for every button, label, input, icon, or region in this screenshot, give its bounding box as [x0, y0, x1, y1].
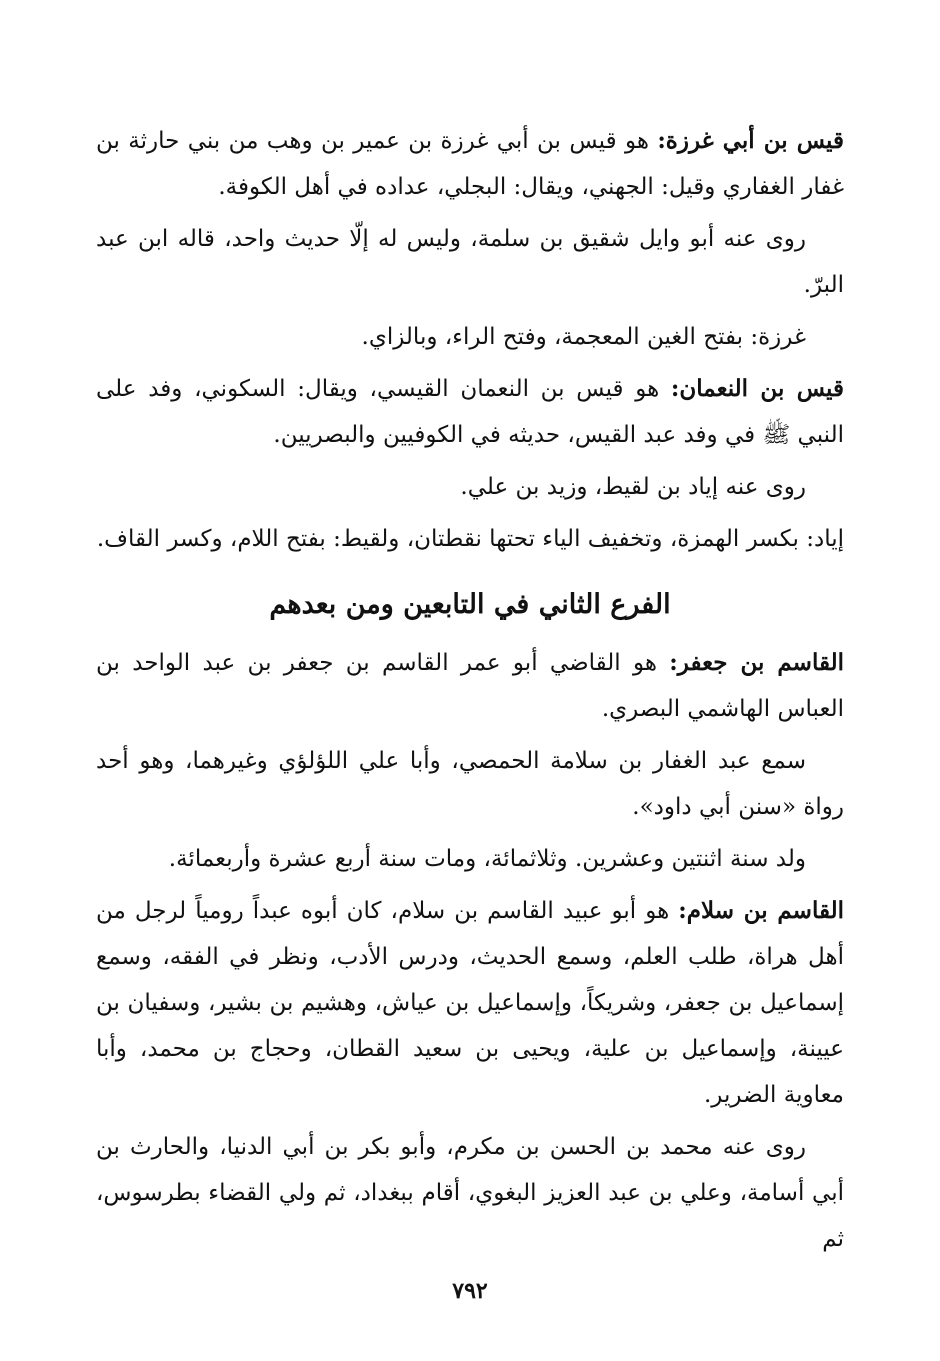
entry-heading: قيس بن أبي غرزة: [657, 127, 844, 154]
paragraph [96, 314, 844, 360]
entry-heading: القاسم بن سلام: [678, 897, 844, 924]
paragraph-text: سمع عبد الغفار بن سلامة الحمصي، وأبا علي اللؤلؤي وغيرهما، وهو أحد رواة «سنن أبي داود». [96, 748, 844, 820]
paragraph-text: غرزة: بفتح الغين المعجمة، وفتح الراء، وبالزاي. [361, 324, 806, 350]
entry-text: هو أبو عبيد القاسم بن سلام، كان أبوه عبداً رومياً لرجل من أهل هراة، طلب العلم، وسمع الحديث، ودرس الأدب، ونظر في الفقه، وسمع إسماعيل بن جعفر، وشريكاً، وإسماعيل بن عياش، وهشيم بن بشير، وسفيان بن عيينة، وإسماعيل بن علية، ويحيى بن سعيد القطان، وحجاج بن محمد، وأبا معاوية الضرير. [96, 898, 844, 1108]
entry-text: هو القاضي أبو عمر القاسم بن جعفر بن عبد الواحد بن العباس الهاشمي البصري. [96, 650, 844, 722]
paragraph [96, 1124, 844, 1262]
entry-text: هو قيس بن أبي غرزة بن عمير بن وهب من بني حارثة بن غفار الغفاري وقيل: الجهني، ويقال: البجلي، عداده في أهل الكوفة. [96, 128, 844, 200]
paragraph-text: روى عنه محمد بن الحسن بن مكرم، وأبو بكر بن أبي الدنيا، والحارث بن أبي أسامة، وعلي بن عبد العزيز البغوي، أقام ببغداد، ثم ولي القضاء بطرسوس، ثم [96, 1134, 844, 1252]
paragraph-text: ولد سنة اثنتين وعشرين. وثلاثمائة، ومات سنة أربع عشرة وأربعمائة. [168, 846, 806, 872]
entry-text: هو قيس بن النعمان القيسي، ويقال: السكوني، وفد على النبي ﷺ في وفد عبد القيس، حديثه في الكوفيين والبصريين. [96, 376, 844, 448]
entry-qays-ibn-abi-gharaza [96, 118, 844, 210]
entry-heading: قيس بن النعمان: [670, 375, 844, 402]
paragraph [96, 738, 844, 830]
page-number: ٧٩٢ [452, 1278, 488, 1304]
section-title: الفرع الثاني في التابعين ومن بعدهم [269, 589, 671, 620]
entry-al-qasim-ibn-jafar [96, 640, 844, 732]
page-body [96, 118, 844, 1268]
entry-al-qasim-ibn-sallam [96, 888, 844, 1118]
paragraph [96, 836, 844, 882]
entry-heading: القاسم بن جعفر: [669, 649, 844, 676]
entry-qays-ibn-al-numan [96, 366, 844, 458]
paragraph-text: إياد: بكسر الهمزة، وتخفيف الياء تحتها نقطتان، ولقيط: بفتح اللام، وكسر القاف. [96, 526, 844, 552]
paragraph [96, 516, 844, 562]
paragraph-text: روى عنه أبو وايل شقيق بن سلمة، وليس له إلّا حديث واحد، قاله ابن عبد البرّ. [96, 226, 844, 298]
paragraph [96, 464, 844, 510]
paragraph-text: روى عنه إياد بن لقيط، وزيد بن علي. [460, 474, 806, 500]
paragraph [96, 216, 844, 308]
